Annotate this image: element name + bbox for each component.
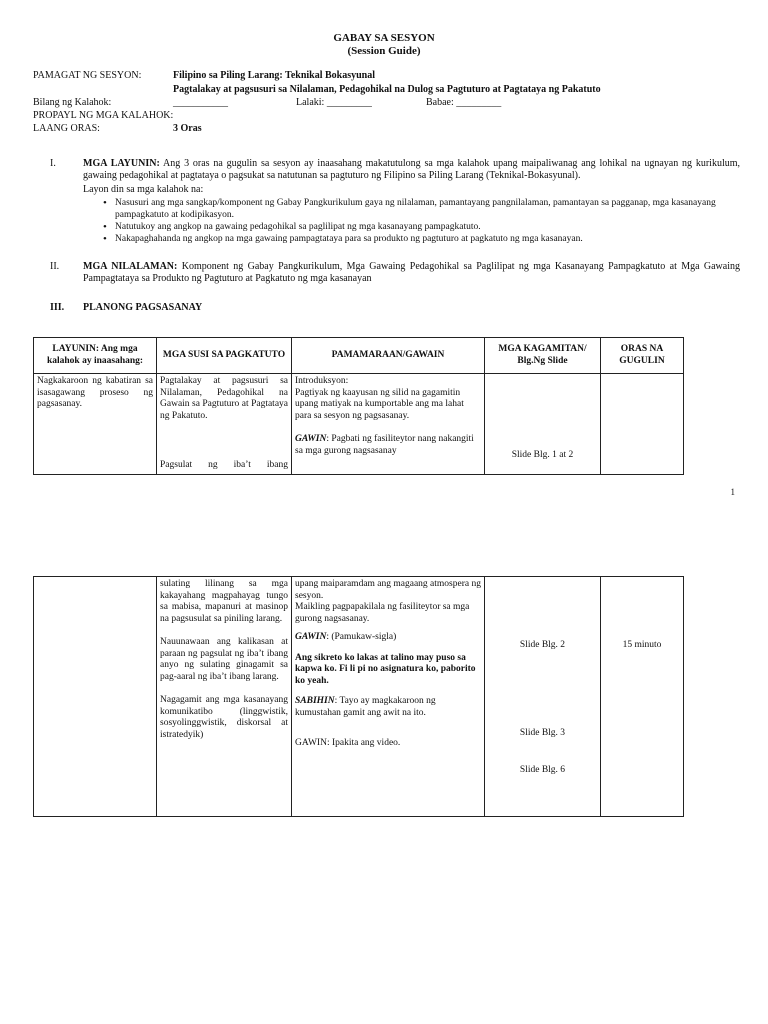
- session-plan-table: [33, 337, 684, 475]
- sabihin-line: [295, 696, 481, 719]
- section-number: II.: [50, 261, 60, 272]
- objective-item: • Nasusuri ang mga sangkap/komponent ng Gabay Pangkurikulum gaya ng nilalaman, pamantayang pangnilalaman, pamantayan sa pagganap, mga kasanayang pampagkatuto at kodipikasyon.: [115, 197, 735, 221]
- participants-blank: ___________: [173, 97, 228, 108]
- sabihin-label: SABIHIN: [295, 696, 335, 706]
- key-learning-text: Pagtalakay at pagsusuri sa Nilalaman, Pedagohikal na Gawain sa Pagtuturo at Pagtataya ng Pakatuto.: [160, 376, 288, 421]
- table-header-row: [34, 338, 684, 374]
- gawin-line: [295, 632, 481, 644]
- objective-cell: Nagkakaroon ng kabatiran sa isasagawang proseso ng pagsasanay.: [34, 374, 157, 475]
- col-header: MGA KAGAMITAN/ Blg.Ng Slide: [485, 338, 601, 374]
- song-lyrics: Ang sikreto ko lakas at talino may puso sa kapwa ko. Fi li pi no asignatura ko, paborito ko yeah.: [295, 652, 476, 686]
- objective-cell: [34, 577, 157, 817]
- contents-heading: MGA NILALAMAN:: [83, 261, 178, 272]
- key-learning-text: sulating lilinang sa mga kakayahang magpahayag tungo sa mabisa, mapanuri at masinop na pagsusulat sa piniling larang.: [160, 579, 288, 624]
- document-title: [0, 32, 768, 58]
- subtitle-text: (Session Guide): [347, 45, 421, 57]
- gawin-text: : (Pamukaw-sigla): [326, 632, 397, 642]
- key-learning-cell: [157, 577, 292, 817]
- objectives-text: Ang 3 oras na gugulin sa sesyon ay inaasahang makatutulong sa mga kalahok upang maipaliwanag ang lohikal na ugnayan ng kurikulum, gawaing pedagohikal at pagtataya o pagsukat sa natutunan sa pagtuturo ng Filipino sa Piling Larang (Teknikal-Bokasyunal).: [83, 158, 740, 181]
- participants-label: Bilang ng Kalahok:: [33, 97, 112, 108]
- gawin-label: GAWIN: [295, 434, 327, 444]
- title-text: GABAY SA SESYON: [333, 32, 435, 44]
- gawin-video: GAWIN: Ipakita ang video.: [295, 738, 401, 748]
- procedure-text: Maikling pagpapakilala ng fasiliteytor sa mga gurong nagsasanay.: [295, 602, 470, 624]
- section-number: I.: [50, 158, 56, 169]
- objective-item: • Natutukoy ang angkop na gawaing pedagohikal sa paglilipat ng mga kasanayang pampagkatuto.: [115, 221, 735, 233]
- procedure-cell: [292, 374, 485, 475]
- objectives-list: [115, 197, 735, 245]
- intro-text: Pagtiyak ng kaayusan ng silid na gagamitin upang matiyak na kumportable ang ma lahat para sa sesyon ng pagsasanay.: [295, 387, 464, 421]
- gawin-line: [295, 434, 481, 457]
- table-row: [34, 577, 684, 817]
- section-plan: [50, 302, 740, 316]
- key-learning-cell: [157, 374, 292, 475]
- col-header: MGA SUSI SA PAGKATUTO: [157, 338, 292, 374]
- time-value: 15 minuto: [622, 640, 662, 650]
- page-number: 1: [730, 487, 735, 497]
- col-header: LAYUNIN: Ang mga kalahok ay inaasahang:: [34, 338, 157, 374]
- slide-ref: Slide Blg. 2: [519, 640, 566, 650]
- key-learning-text-2: Pagsulat ng iba’t ibang: [160, 460, 288, 470]
- materials-cell: Slide Blg. 1 at 2: [485, 374, 601, 475]
- contents-paragraph: [83, 261, 740, 285]
- table-row: [34, 374, 684, 475]
- objectives-paragraph: [83, 158, 740, 182]
- sabihin-text: : Tayo ay magkakaroon ng kumustahan gamit ang awit na ito.: [295, 696, 436, 718]
- session-title-value: Filipino sa Piling Larang: Teknikal Bokasyunal: [173, 70, 376, 81]
- section-contents: [50, 261, 740, 287]
- procedure-text: upang maiparamdam ang magaang atmospera ng sesyon.: [295, 579, 481, 601]
- session-plan-table-continued: [33, 576, 684, 817]
- session-title-value-2: Pagtalakay at pagsusuri sa Nilalaman, Pedagohikal na Dulog sa Pagtuturo at Pagtataya ng Pakatuto: [173, 84, 601, 95]
- male-label: Lalaki: _________: [296, 97, 372, 108]
- plan-heading: PLANONG PAGSASANAY: [83, 302, 203, 313]
- time-cell: [601, 577, 684, 817]
- objectives-heading: MGA LAYUNIN:: [83, 158, 160, 169]
- slide-ref: Slide Blg. 6: [519, 765, 566, 775]
- session-title-label: PAMAGAT NG SESYON:: [33, 70, 142, 81]
- slide-ref: Slide Blg. 3: [519, 727, 566, 738]
- section-number: III.: [50, 302, 65, 313]
- female-label: Babae: _________: [426, 97, 502, 108]
- gawin-text: : Pagbati ng fasiliteytor nang nakangiti sa mga gurong nagsasanay: [295, 434, 474, 456]
- col-header: ORAS NA GUGULIN: [601, 338, 684, 374]
- materials-cell: [485, 577, 601, 817]
- gawin-label: GAWIN: [295, 632, 327, 642]
- objectives-intro: Layon din sa mga kalahok na:: [83, 184, 204, 195]
- col-header: PAMAMARAAN/GAWAIN: [292, 338, 485, 374]
- key-learning-text: Nagagamit ang mga kasanayang komunikatibo (linggwistik, sosyolinggwistik, diskorsal at istratedyik): [160, 695, 288, 740]
- contents-text: Komponent ng Gabay Pangkurikulum, Mga Gawaing Pedagohikal sa Paglilipat ng mga Kasanayang Pampagkatuto at Mga Gawaing Pampagtataya sa Produkto ng Pagtuturo at Pagkatuto ng mga kasanayan: [83, 261, 740, 284]
- key-learning-text: Nauunawaan ang kalikasan at paraan ng pagsulat ng iba’t ibang anyo ng sulating ginagamit sa pag-aaral ng iba’t ibang larang.: [160, 637, 288, 682]
- objective-item: • Nakapaghahanda ng angkop na mga gawaing pampagtataya para sa produkto ng pagtuturo at pagkatuto ng mga kasanayan.: [115, 233, 735, 245]
- intro-label: Introduksyon:: [295, 376, 349, 386]
- duration-label: LAANG ORAS:: [33, 123, 100, 134]
- duration-value: 3 Oras: [173, 123, 202, 134]
- time-cell: [601, 374, 684, 475]
- profile-label: PROPAYL NG MGA KALAHOK:: [33, 110, 174, 121]
- procedure-cell: [292, 577, 485, 817]
